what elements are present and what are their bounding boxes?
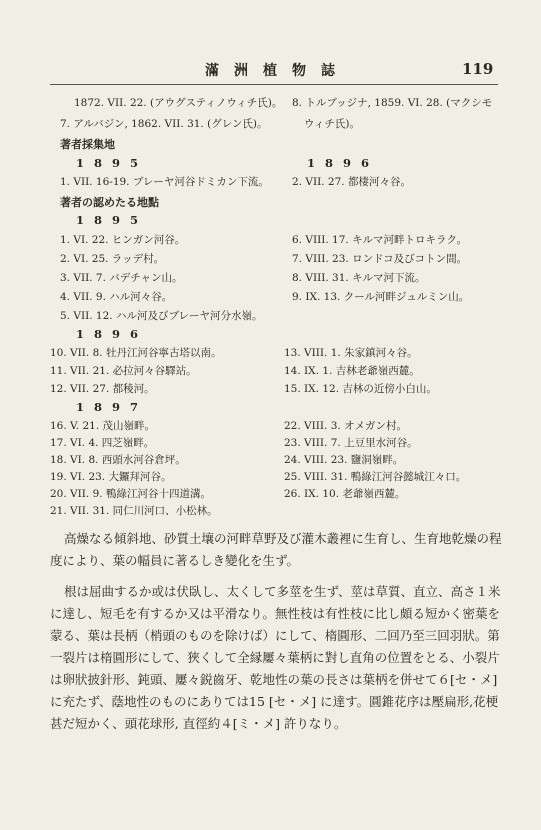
section-heading: 著者の認めたる地點 xyxy=(60,196,159,209)
body-text-line: 甚だ短かく、頭花球形, 直徑約４[ミ・メ] 許りなり。 xyxy=(50,716,347,731)
locality-line: 26. IX. 10. 老爺嶺西麓。 xyxy=(284,488,406,500)
locality-line: 15. IX. 12. 吉林の近傍小白山。 xyxy=(284,383,437,395)
locality-line: 8. VIII. 31. キルマ河下流。 xyxy=(292,272,426,284)
year-heading: 1895 xyxy=(76,156,149,170)
locality-line: 18. VI. 8. 西頭水河谷倉坪。 xyxy=(50,454,186,466)
running-head-title: 滿洲植物誌 xyxy=(205,63,350,79)
locality-line: 12. VII. 27. 都稜河。 xyxy=(50,383,155,395)
locality-line: 22. VIII. 3. オメガン村。 xyxy=(284,420,407,432)
locality-line: ウィチ氏)。 xyxy=(304,118,360,130)
body-text-line: に達し、短毛を有するか又は平滑なり。無性枝は有性枝に比し頗る短かく密葉を xyxy=(50,606,501,621)
locality-line: 24. VIII. 23. 鹽洞嶺畔。 xyxy=(284,454,404,466)
body-text-line: 一裂片は楕圓形にして、狹くして全縁屢々葉柄に對し直角の位置をとる、小裂片 xyxy=(50,650,500,665)
locality-line: 6. VIII. 17. キルマ河畔トロキラク。 xyxy=(292,234,468,246)
locality-line: 23. VIII. 7. 上豆里水河谷。 xyxy=(284,437,418,449)
body-text-line: 度により、葉の幅員に著るしき變化を生ず。 xyxy=(50,553,300,568)
locality-line: 20. VII. 9. 鴨綠江河谷十四道溝。 xyxy=(50,488,211,500)
locality-line: 16. V. 21. 茂山嶺畔。 xyxy=(50,420,155,432)
body-text-line: に充たず、蔭地性のものにありては15 [セ・メ] に達す。圓錐花序は壓扁形,花梗 xyxy=(50,694,499,709)
locality-line: 2. VI. 25. ラッデ村。 xyxy=(60,253,165,265)
year-heading: 1896 xyxy=(307,156,380,170)
year-heading: 1897 xyxy=(76,400,149,414)
locality-line: 2. VII. 27. 都棲河々谷。 xyxy=(292,176,411,188)
locality-line: 1. VI. 22. ヒンガン河谷。 xyxy=(60,234,186,246)
locality-line: 10. VII. 8. 牡丹江河谷寧古塔以南。 xyxy=(50,347,222,359)
locality-line: 21. VII. 31. 同仁川河口、小松林。 xyxy=(50,505,218,517)
body-text-line: は卵狀披針形、鈍頭、屢々鋭齒牙、乾地性の葉の長さは葉柄を併せて６[セ・メ] xyxy=(50,672,498,687)
body-text-line: 根は屈曲するか或は伏臥し、太くして多莖を生ず、莖は草質、直立、高さ１米 xyxy=(64,584,501,599)
body-text-line: 高燥なる傾斜地、砂質土壤の河畔草野及び灌木叢裡に生育し、生育地乾燥の程 xyxy=(64,531,502,546)
year-heading: 1895 xyxy=(76,213,149,227)
locality-line: 7. VIII. 23. ロンドコ及びコトン間。 xyxy=(292,253,468,265)
locality-line: 3. VII. 7. バデチャン山。 xyxy=(60,272,183,284)
locality-line: 25. VIII. 31. 鴨綠江河谷懿城江々口。 xyxy=(284,471,467,483)
locality-line: 11. VII. 21. 必拉河々谷驛站。 xyxy=(50,365,197,377)
locality-line: 14. IX. 1. 吉林老爺嶺西麓。 xyxy=(284,365,420,377)
locality-line: 5. VII. 12. ハル河及びブレーヤ河分水嶺。 xyxy=(60,310,263,322)
locality-line: 7. アルバジン, 1862. VII. 31. (グレン氏)。 xyxy=(60,118,268,130)
body-text-line: 蒙る、葉は長柄（梢頭のものを除けば）にして、楕圓形、二回乃至三回羽狀。第 xyxy=(50,628,500,643)
locality-line: 1. VII. 16-19. ブレーヤ河谷ドミカン下流。 xyxy=(60,176,269,188)
header-rule xyxy=(50,84,498,85)
locality-line: 4. VII. 9. ハル河々谷。 xyxy=(60,291,173,303)
locality-line: 1872. VII. 22. (アウグスティノウィチ氏)。 xyxy=(74,97,283,109)
section-heading: 著者採集地 xyxy=(60,138,115,151)
page-number: 119 xyxy=(462,60,494,78)
locality-line: 9. IX. 13. クール河畔ジュルミン山。 xyxy=(292,291,470,303)
locality-line: 19. VI. 23. 大鑼拜河谷。 xyxy=(50,471,172,483)
locality-line: 8. トルブッジナ, 1859. VI. 28. (マクシモ xyxy=(292,97,493,109)
locality-line: 17. VI. 4. 四芝嶺畔。 xyxy=(50,437,155,449)
locality-line: 13. VIII. 1. 朱家鎮河々谷。 xyxy=(284,347,418,359)
year-heading: 1896 xyxy=(76,327,149,341)
